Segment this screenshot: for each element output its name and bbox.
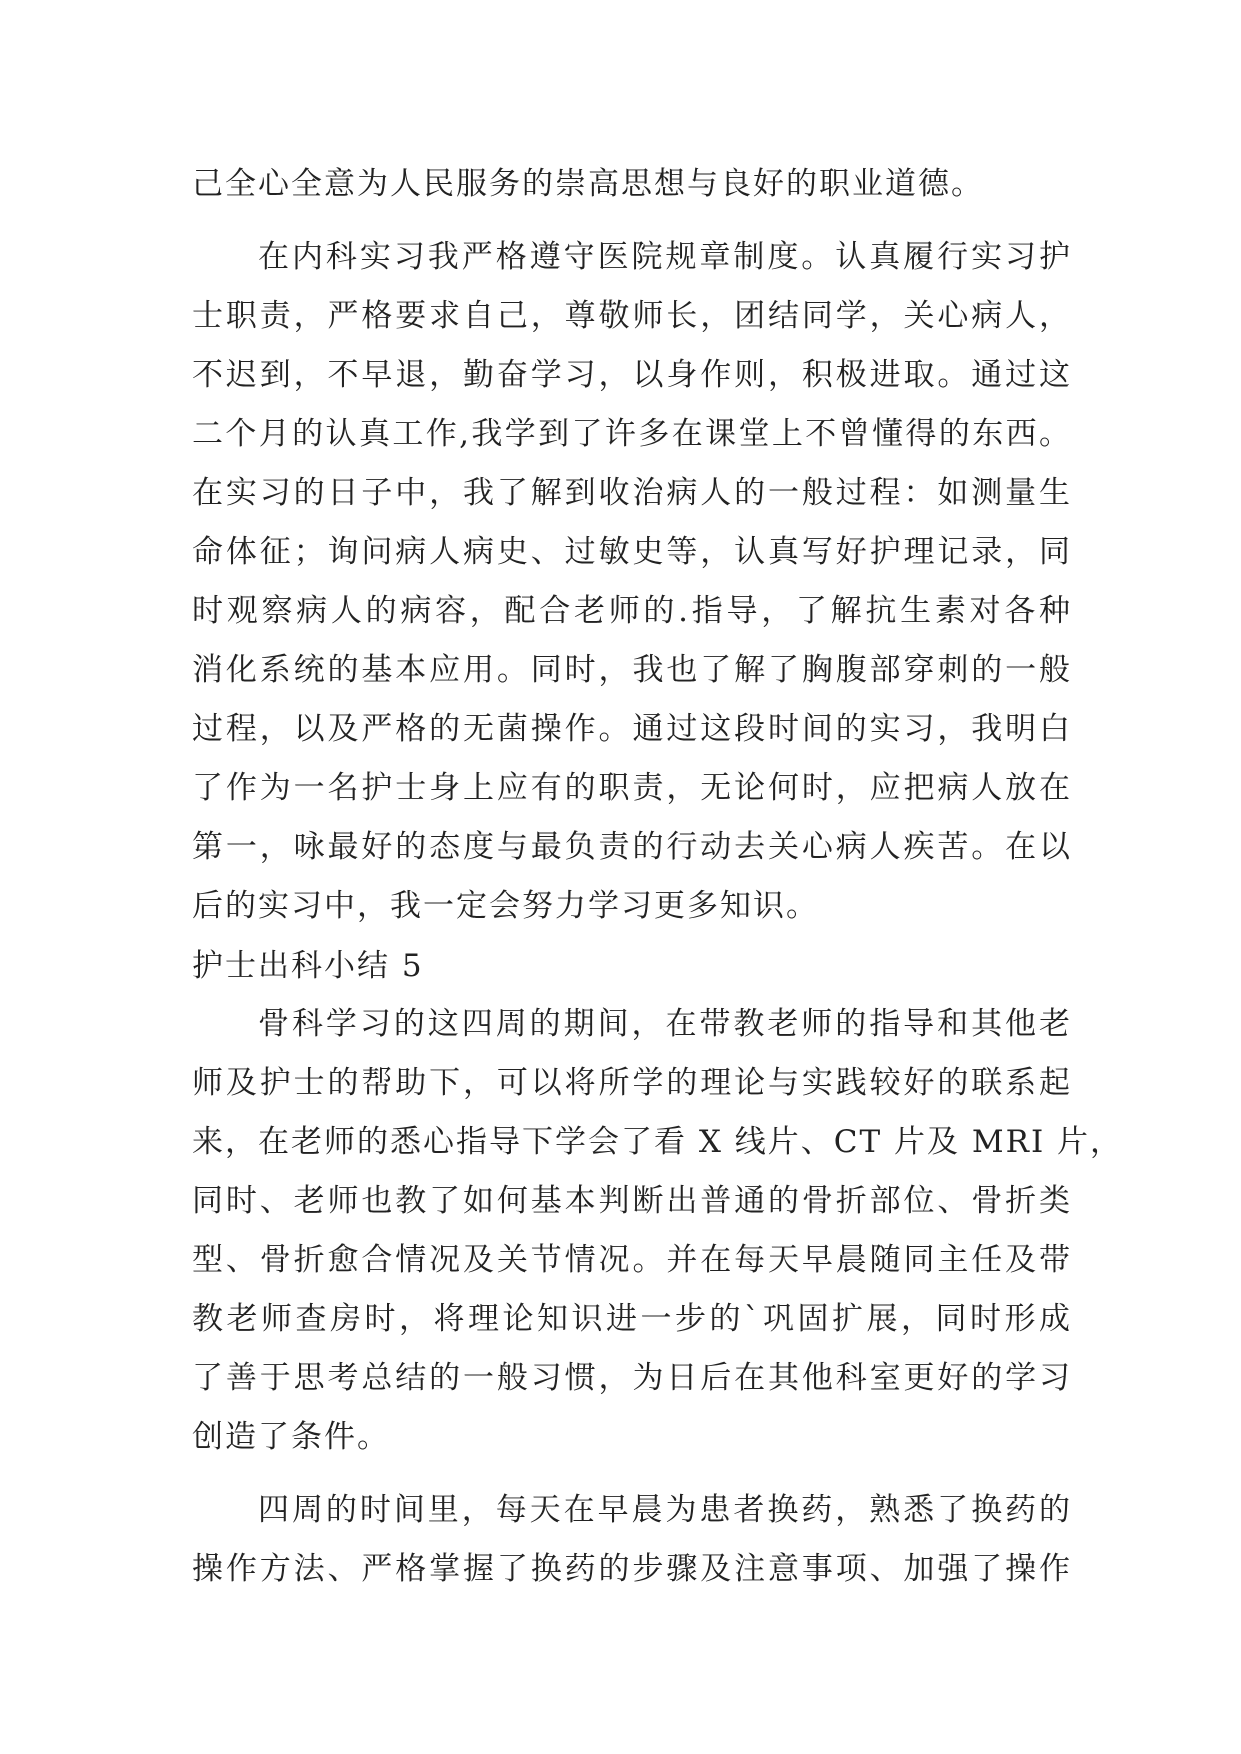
- text-line: 在内科实习我严格遵守医院规章制度。认真履行实习护: [258, 239, 1072, 275]
- paragraph-1: [192, 155, 1072, 214]
- text-line: 师及护士的帮助下，可以将所学的理论与实践较好的联系起: [192, 1065, 1072, 1101]
- text-line: 型、骨折愈合情况及关节情况。并在每天早晨随同主任及带: [192, 1242, 1072, 1278]
- text-line: 了善于思考总结的一般习惯，为日后在其他科室更好的学习: [192, 1360, 1072, 1396]
- text-line: 士职责，严格要求自己，尊敬师长，团结同学，关心病人，: [192, 298, 1072, 334]
- paragraph-spacer: [192, 214, 1072, 228]
- text-line: 操作方法、严格掌握了换药的步骤及注意事项、加强了操作: [192, 1551, 1072, 1587]
- text-line: 时观察病人的病容，配合老师的.指导，了解抗生素对各种: [192, 593, 1072, 629]
- text-line: 了作为一名护士身上应有的职责，无论何时，应把病人放在: [192, 770, 1072, 806]
- text-line: 不迟到，不早退，勤奋学习，以身作则，积极进取。通过这: [192, 357, 1072, 393]
- text-line: 二个月的认真工作,我学到了许多在课堂上不曾懂得的东西。: [192, 416, 1072, 452]
- text-line: 来，在老师的悉心指导下学会了看 X 线片、CT 片及 MRI 片，: [192, 1124, 1124, 1160]
- text-line: 命体征；询问病人病史、过敏史等，认真写好护理记录，同: [192, 534, 1072, 570]
- text-line: 教老师查房时，将理论知识进一步的`巩固扩展，同时形成: [192, 1301, 1072, 1337]
- text-line: 第一，咏最好的态度与最负责的行动去关心病人疾苦。在以: [192, 829, 1072, 865]
- text-line: 后的实习中，我一定会努力学习更多知识。: [192, 888, 819, 924]
- paragraph-3: [192, 995, 1124, 1467]
- text-line: 四周的时间里，每天在早晨为患者换药，熟悉了换药的: [258, 1492, 1072, 1528]
- text-line: 骨科学习的这四周的期间，在带教老师的指导和其他老: [258, 1006, 1072, 1042]
- paragraph-spacer: [192, 1467, 1072, 1481]
- text-line: 同时、老师也教了如何基本判断出普通的骨折部位、骨折类: [192, 1183, 1072, 1219]
- text-line: 消化系统的基本应用。同时，我也了解了胸腹部穿刺的一般: [192, 652, 1072, 688]
- section-heading: 护士出科小结 5: [192, 948, 424, 984]
- paragraph-4: [192, 1481, 1072, 1599]
- text-line: 在实习的日子中，我了解到收治病人的一般过程：如测量生: [192, 475, 1072, 511]
- document-body: [192, 155, 1124, 1599]
- text-line: 过程，以及严格的无菌操作。通过这段时间的实习，我明白: [192, 711, 1072, 747]
- text-line: 创造了条件。: [192, 1419, 390, 1455]
- text-line: 己全心全意为人民服务的崇高思想与良好的职业道德。: [192, 166, 984, 202]
- paragraph-2: [192, 228, 1072, 936]
